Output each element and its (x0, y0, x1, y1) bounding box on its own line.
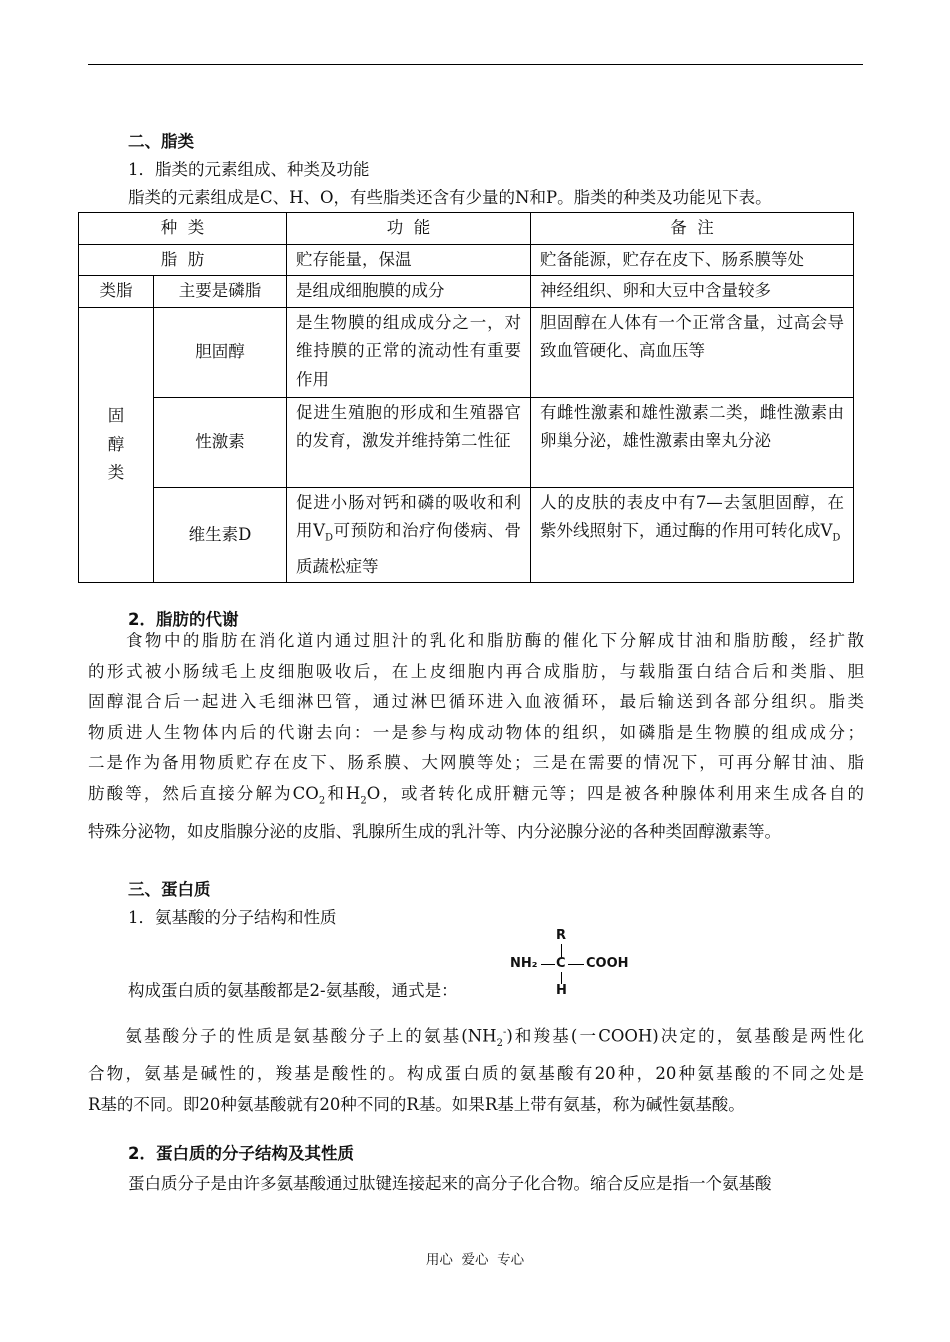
subsection-amino-acid: 1．氨基酸的分子结构和性质 (128, 908, 337, 927)
formula-bond-left (541, 964, 555, 965)
section-title-protein: 三、蛋白质 (128, 880, 211, 899)
amino-acid-general-text: 构成蛋白质的氨基酸都是2-氨基酸，通式是： (128, 981, 458, 1000)
vitamin-d-function: 促进小肠对钙和磷的吸收和利用$V_D$可预防和治疗佝偻病、骨质蔬松症等 (287, 487, 531, 583)
cholesterol-name: 胆固醇 (154, 307, 287, 397)
header-function: 功 能 (287, 213, 531, 245)
table-row-vitamin-d (79, 487, 854, 583)
subsection-fat-metabolism: 2．脂肪的代谢 (128, 610, 239, 629)
lipoid-note: 神经组织、卵和大豆中含量较多 (531, 276, 854, 308)
lipid-intro-text: 脂类的元素组成是C、H、O，有些脂类还含有少量的N和P。脂类的种类及功能见下表。 (128, 188, 772, 207)
fat-metabolism-paragraph: 食物中的脂肪在消化道内通过胆汁的乳化和脂肪酶的催化下分解成甘油和脂肪酸，经扩散 的形式被小肠绒毛上皮细胞吸收后，在上皮细胞内再合成脂肪，与载脂蛋白结合后和类脂、胆 固醇混合后一起进入毛细淋巴管，通过淋巴循环进入血液循环，最后输送到各部分组织。脂类 物质进人生物体内后的代谢去向：一是参与构成动物体的组织，如磷脂是生物膜的组成成分； 二是作为备用物质贮存在皮下、肠系膜、大网膜等处；三是在需要的情况下，可再分解甘油、脂 肪酸等，然后直接分解为$CO_2$和$H_2O$，或者转化成肝糖元等；四是被各种腺体利用来生成各自的 特殊分泌物，如皮脂腺分泌的皮脂、乳腺所生成的乳汁等、内分泌腺分泌的各种类固醇激素等。 (88, 631, 865, 841)
section-title-lipids: 二、脂类 (128, 132, 194, 151)
sex-hormone-name: 性激素 (154, 397, 287, 487)
formula-amino-group: NH₂ (510, 956, 538, 971)
formula-carboxyl-group: COOH (586, 956, 629, 971)
formula-hydrogen: H (556, 983, 567, 998)
sterol-group: 固醇类 (79, 307, 154, 583)
page-footer: 用心 爱心 专心 (425, 1252, 525, 1268)
header-rule (88, 64, 863, 65)
vitamin-d-name: 维生素D (154, 487, 287, 583)
table-header-row (79, 213, 854, 245)
lipoid-group: 类脂 (79, 276, 154, 308)
protein-structure-text: 蛋白质分子是由许多氨基酸通过肽键连接起来的高分子化合物。缩合反应是指一个氨基酸 (128, 1174, 772, 1193)
table-row-lipoid (79, 276, 854, 308)
lipoid-function: 是组成细胞膜的成分 (287, 276, 531, 308)
table-row-fat (79, 244, 854, 276)
subsection-lipid-composition: 1．脂类的元素组成、种类及功能 (128, 160, 370, 179)
lipoid-name: 主要是磷脂 (154, 276, 287, 308)
table-row-sex-hormone (79, 397, 854, 487)
cholesterol-note: 胆固醇在人体有一个正常含量，过高会导致血管硬化、高血压等 (531, 307, 854, 397)
header-note: 备 注 (531, 213, 854, 245)
amino-acid-property-paragraph: 氨基酸分子的性质是氨基酸分子上的氨基$(NH_2^-)$和羧基(一COOH)决定的，氨基酸是两性化 合物，氨基是碱性的，羧基是酸性的。构成蛋白质的氨基酸有20种，20种氨基酸的不同之处是 R基的不同。即20种氨基酸就有20种不同的R基。如果R基上带有氨基，称为碱性氨基酸。 (88, 1026, 865, 1114)
vitamin-d-note: 人的皮肤的表皮中有7—去氢胆固醇，在紫外线照射下，通过酶的作用可转化成$V_D$ (531, 487, 854, 583)
fat-function: 贮存能量，保温 (287, 244, 531, 276)
fat-name: 脂 肪 (79, 244, 287, 276)
cholesterol-function: 是生物膜的组成成分之一，对维持膜的正常的流动性有重要作用 (287, 307, 531, 397)
header-kind: 种 类 (79, 213, 287, 245)
formula-bond-right (568, 964, 584, 965)
sex-hormone-note: 有雌性激素和雄性激素二类，雌性激素由卵巢分泌，雄性激素由睾丸分泌 (531, 397, 854, 487)
table-row-cholesterol (79, 307, 854, 397)
lipid-table (78, 212, 854, 583)
fat-note: 贮备能源，贮存在皮下、肠系膜等处 (531, 244, 854, 276)
formula-alpha-carbon: C (556, 956, 566, 971)
subsection-protein-structure: 2．蛋白质的分子结构及其性质 (128, 1144, 354, 1163)
sex-hormone-function: 促进生殖胞的形成和生殖器官的发育，激发并维持第二性征 (287, 397, 531, 487)
amino-acid-structural-formula (508, 928, 638, 998)
formula-r-group: R (556, 928, 567, 943)
